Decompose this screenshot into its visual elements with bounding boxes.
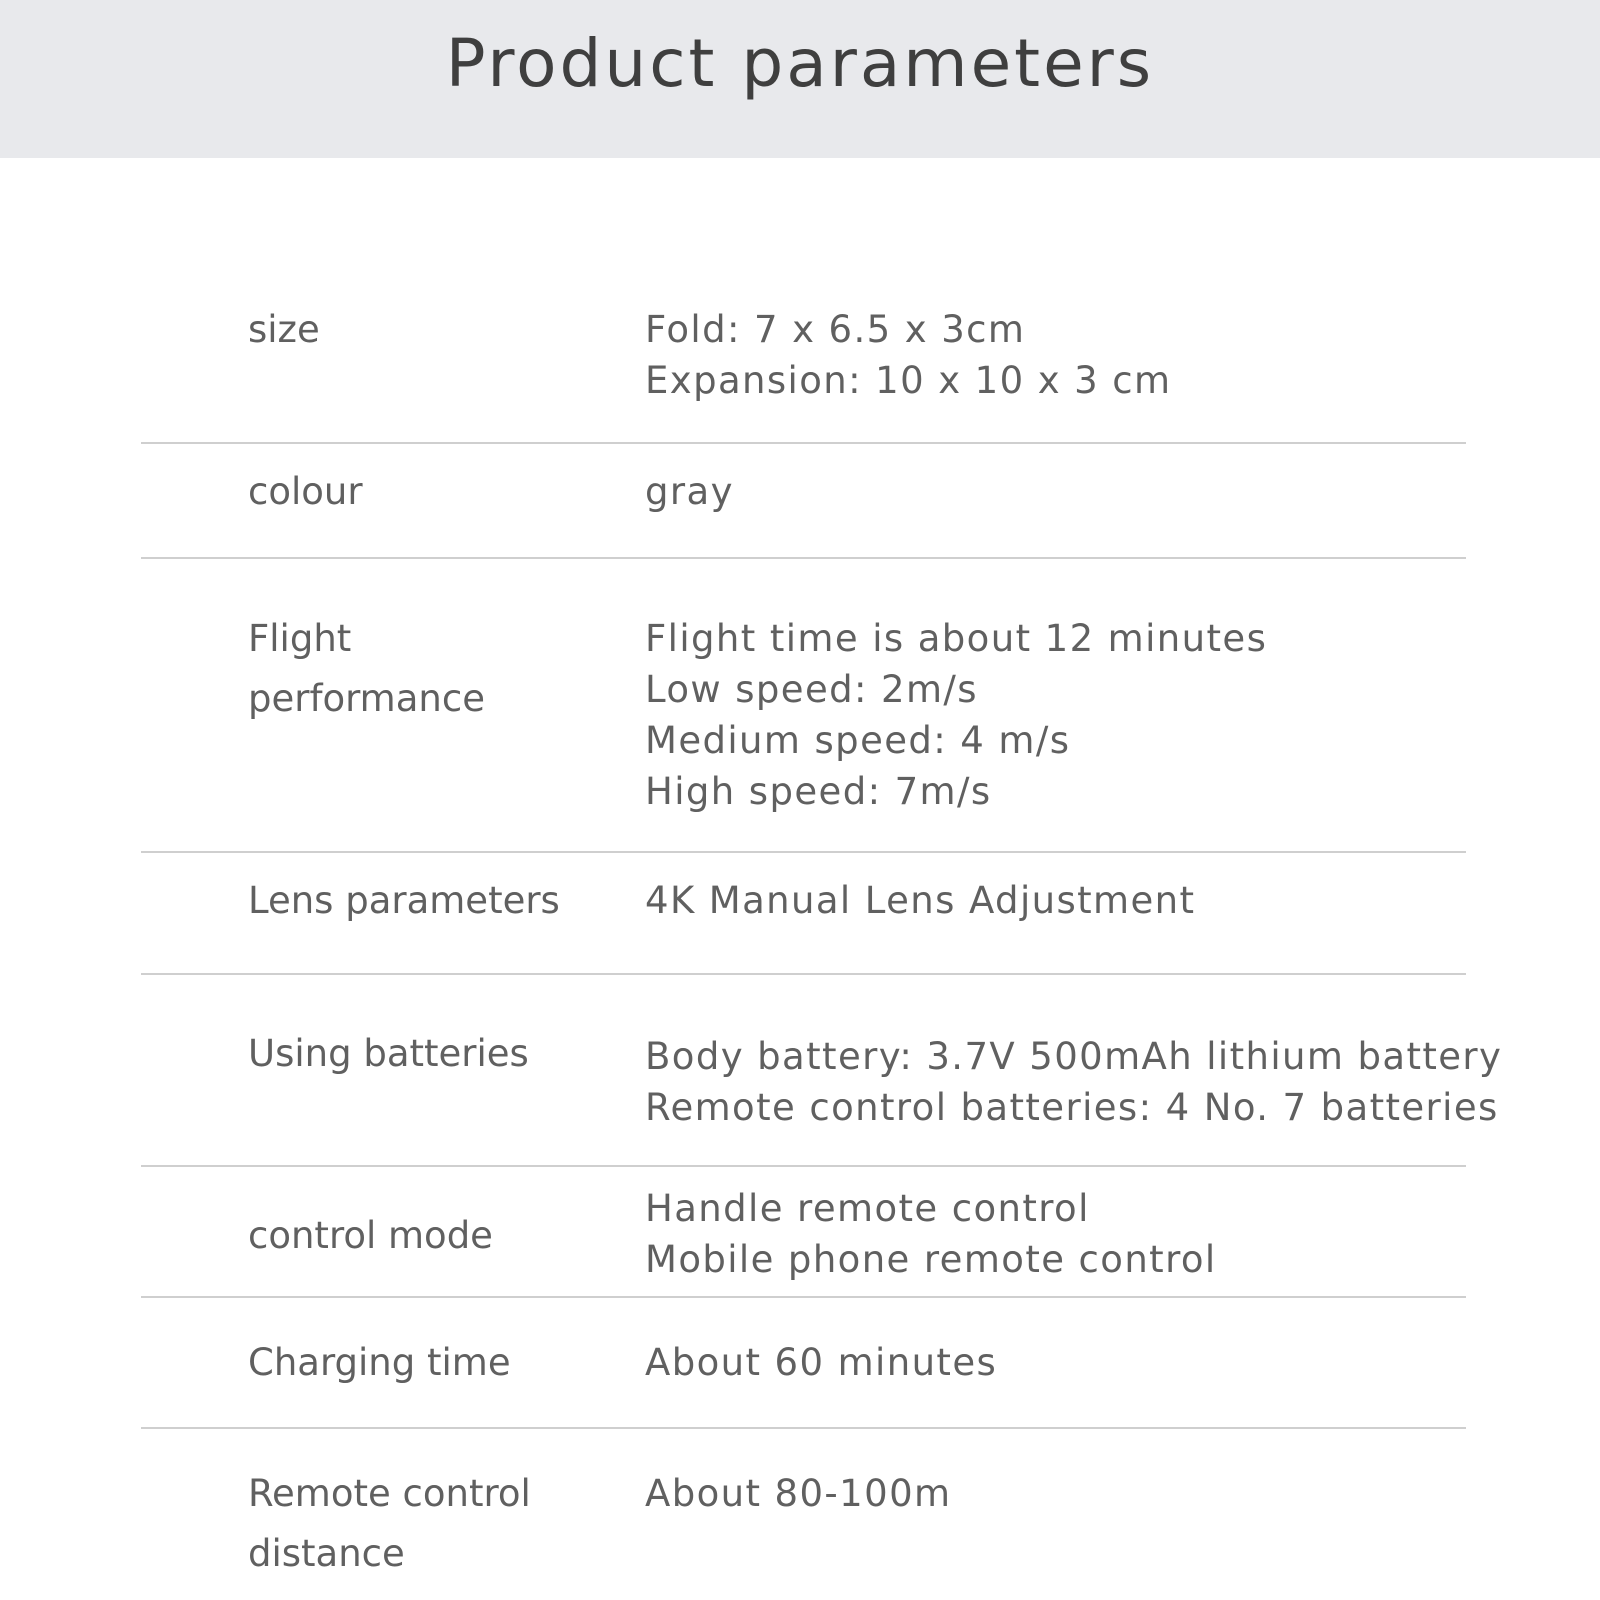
param-value-line: About 60 minutes [645,1341,998,1384]
param-label-line: Lens parameters [248,879,560,922]
param-value-control-mode [645,1183,1595,1285]
param-value-line: Medium speed: 4 m/s [645,719,1071,762]
param-label-line: Remote control [248,1472,531,1515]
param-value-line: gray [645,470,734,513]
param-label-control-mode [248,1206,588,1266]
row-divider [141,442,1466,444]
param-label-line: size [248,308,320,351]
param-value-line: Fold: 7 x 6.5 x 3cm [645,308,1026,351]
param-value-using-batteries [645,1031,1595,1133]
param-value-line: Low speed: 2m/s [645,668,978,711]
param-label-flight-performance [248,609,588,729]
param-label-line: distance [248,1532,405,1575]
param-value-line: Remote control batteries: 4 No. 7 batteries [645,1086,1499,1129]
param-value-size [645,304,1595,406]
param-value-line: Expansion: 10 x 10 x 3 cm [645,359,1172,402]
param-value-line: Flight time is about 12 minutes [645,617,1268,660]
param-label-line: colour [248,470,363,513]
param-label-line: Using batteries [248,1032,529,1075]
param-label-colour [248,462,588,522]
param-value-line: High speed: 7m/s [645,770,992,813]
row-divider [141,1165,1466,1167]
param-label-lens-parameters [248,871,588,931]
param-value-line: 4K Manual Lens Adjustment [645,879,1196,922]
param-value-charging-time [645,1337,1595,1388]
param-value-lens-parameters [645,875,1595,926]
param-value-line: About 80-100m [645,1472,952,1515]
page-title: Product parameters [445,25,1155,102]
param-label-remote-control-distance [248,1464,588,1584]
param-label-charging-time [248,1333,588,1393]
param-label-line: Flight [248,617,352,660]
param-label-line: Charging time [248,1341,511,1384]
param-label-using-batteries [248,1024,588,1084]
param-value-line: Handle remote control [645,1187,1090,1230]
param-value-line: Mobile phone remote control [645,1238,1217,1281]
page-header [0,0,1600,158]
param-value-flight-performance [645,613,1595,817]
param-label-line: performance [248,677,485,720]
row-divider [141,1427,1466,1429]
param-value-colour [645,466,1595,517]
row-divider [141,851,1466,853]
param-label-line: control mode [248,1214,493,1257]
param-value-remote-control-distance [645,1468,1595,1519]
row-divider [141,557,1466,559]
param-value-line: Body battery: 3.7V 500mAh lithium battery [645,1035,1503,1078]
row-divider [141,973,1466,975]
row-divider [141,1296,1466,1298]
param-label-size [248,300,588,360]
